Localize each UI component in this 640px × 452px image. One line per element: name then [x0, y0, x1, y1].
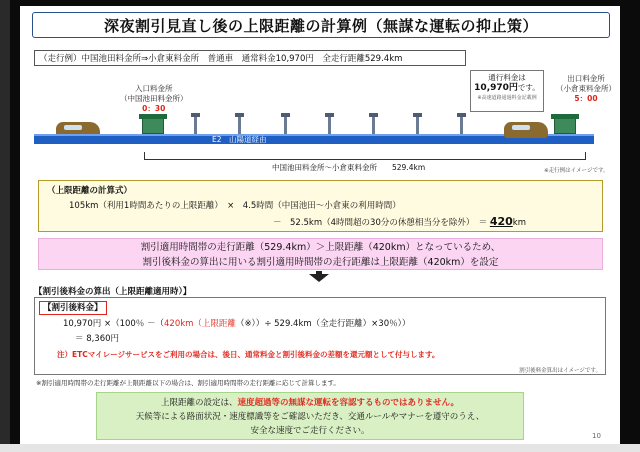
lower-section-title: 【割引後料金の算出（上限距離適用時）】 [34, 287, 192, 297]
gantry-icon [416, 116, 419, 134]
bottom-strip [0, 444, 640, 452]
slide [20, 6, 620, 446]
calc-line-1: 105km（利用1時間あたりの上限距離） × 4.5時間（中国池田～小倉東の利用時間） [69, 201, 401, 211]
footnote: ※割引適用時間帯の走行距離が上限距離以下の場合は、割引適用時間帯の走行距離に応じて計算します。 [36, 379, 340, 387]
etc-mileage-note: 注）ETCマイレージサービスをご利用の場合は、後日、通常料金と割引後料金の差額を還元額として付与します。 [57, 350, 440, 359]
discount-subtitle: 【割引後料金】 [39, 301, 107, 315]
road-label: E2 山陽道経由 [212, 135, 267, 144]
gantry-icon [238, 116, 241, 134]
calc-image-note: 割引後料金算出はイメージです。 [519, 368, 601, 374]
slide-title: 深夜割引見直し後の上限距離の計算例（無謀な運転の抑止策） [32, 12, 610, 38]
tollgate-icon-entry [142, 118, 164, 134]
explanation-box: 割引適用時間帯の走行距離（529.4km）＞上限距離（420km）となっているため、 割引後料金の算出に用いる割引適用時間帯の走行距離は上限距離（420km）を設定 [38, 238, 603, 270]
route-diagram [34, 70, 616, 178]
safety-notice: 上限距離の設定は、速度超過等の無謀な運転を容認するものではありません。 天候等による路面状況・速度標識等をご確認いただき、交通ルールやマナーを遵守のうえ、 安全な速度でご走行ください。 [96, 392, 524, 440]
calc-formula-box [38, 180, 603, 232]
discount-result: ＝ 8,360円 [75, 334, 120, 344]
gantry-icon [372, 116, 375, 134]
distance-bracket [144, 152, 586, 160]
distance-label: 中国池田料金所～小倉東料金所 529.4km [272, 163, 426, 172]
gantry-icon [460, 116, 463, 134]
page-number: 10 [592, 432, 601, 440]
discount-calc-box [34, 297, 606, 375]
gantry-icon [328, 116, 331, 134]
image-note: ※走行例はイメージです。 [544, 168, 609, 174]
calc-title: （上限距離の計算式） [47, 186, 133, 196]
fee-callout: 通行料金は 10,970円です。 ※高速道路通過料金記載例 [470, 70, 544, 112]
down-arrow-icon [309, 274, 329, 282]
route-example: （走行例）中国池田料金所⇒小倉東料金所 普通車 通常料金10,970円 全走行距離529.4km [34, 50, 466, 66]
tollgate-icon-exit [554, 118, 576, 134]
screen-edge [0, 0, 10, 452]
exit-tollgate-label: 出口料金所 （小倉東料金所） 5：00 [556, 74, 616, 103]
entry-tollgate-label: 入口料金所 （中国池田料金所） 0：30 [120, 84, 188, 113]
calc-line-2: － 52.5km（4時間超の30分の休憩相当分を除外） ＝ 420km [273, 215, 526, 228]
car-icon-exit [504, 122, 548, 138]
discount-formula: 10,970円 ×（100％ －（420km（上限距離（※））÷ 529.4km（全走行距離）×30％）） [63, 319, 411, 329]
gantry-icon [284, 116, 287, 134]
gantry-icon [194, 116, 197, 134]
